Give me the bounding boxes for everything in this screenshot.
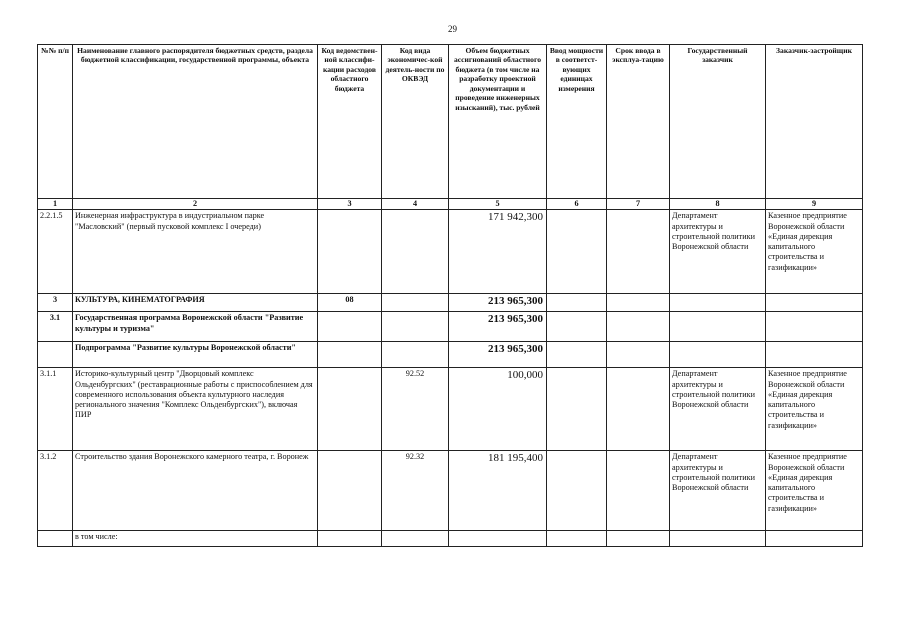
row-customer <box>670 342 766 368</box>
row-term <box>607 294 670 312</box>
row-term <box>607 368 670 451</box>
row-name: Государственная программа Воронежской области "Развитие культуры и туризма" <box>73 312 318 342</box>
row-amount: 213 965,300 <box>449 294 547 312</box>
budget-table <box>37 44 863 547</box>
row-budget-code <box>318 312 382 342</box>
row-term <box>607 531 670 547</box>
row-number <box>38 342 73 368</box>
row-amount <box>449 531 547 547</box>
row-name: в том числе: <box>73 531 318 547</box>
header-term: Срок ввода в эксплуа-тацию <box>607 45 670 199</box>
row-amount: 181 195,400 <box>449 451 547 531</box>
row-budget-code: 08 <box>318 294 382 312</box>
row-capacity <box>547 210 607 294</box>
table-row <box>38 210 863 294</box>
row-capacity <box>547 294 607 312</box>
row-number: 3.1 <box>38 312 73 342</box>
row-okved-code <box>382 342 449 368</box>
header-capacity: Ввод мощности в соответст-вующих единицах измерения <box>547 45 607 199</box>
row-okved-code <box>382 312 449 342</box>
row-customer <box>670 294 766 312</box>
page-number: 29 <box>448 24 457 34</box>
row-amount: 213 965,300 <box>449 312 547 342</box>
column-number: 9 <box>766 199 863 210</box>
row-amount: 100,000 <box>449 368 547 451</box>
table-row <box>38 531 863 547</box>
row-name: КУЛЬТУРА, КИНЕМАТОГРАФИЯ <box>73 294 318 312</box>
table-header-row <box>38 45 863 199</box>
column-number: 4 <box>382 199 449 210</box>
table-row <box>38 342 863 368</box>
row-customer: Департамент архитектуры и строительной политики Воронежской области <box>670 210 766 294</box>
row-amount: 171 942,300 <box>449 210 547 294</box>
column-number: 8 <box>670 199 766 210</box>
header-budget-code: Код ведомствен-ной классифи-кации расходов областного бюджета <box>318 45 382 199</box>
row-okved-code <box>382 294 449 312</box>
header-okved-code: Код вида экономичес-кой деятель-ности по ОКВЭД <box>382 45 449 199</box>
row-number: 3.1.2 <box>38 451 73 531</box>
row-term <box>607 451 670 531</box>
column-number: 2 <box>73 199 318 210</box>
row-number: 3 <box>38 294 73 312</box>
header-developer: Заказчик-застройщик <box>766 45 863 199</box>
row-number: 2.2.1.5 <box>38 210 73 294</box>
row-capacity <box>547 368 607 451</box>
row-name: Строительство здания Воронежского камерного театра, г. Воронеж <box>73 451 318 531</box>
row-developer <box>766 342 863 368</box>
row-term <box>607 342 670 368</box>
column-number: 6 <box>547 199 607 210</box>
row-amount: 213 965,300 <box>449 342 547 368</box>
row-term <box>607 312 670 342</box>
row-okved-code: 92.32 <box>382 451 449 531</box>
column-number: 1 <box>38 199 73 210</box>
row-developer: Казенное предприятие Воронежской области «Единая дирекция капитального строительства и газификации» <box>766 451 863 531</box>
row-name: Подпрограмма "Развитие культуры Воронежской области" <box>73 342 318 368</box>
row-capacity <box>547 342 607 368</box>
header-row-number: №№ п/п <box>38 45 73 199</box>
table-row <box>38 312 863 342</box>
row-capacity <box>547 312 607 342</box>
table-row <box>38 368 863 451</box>
column-numbers-row <box>38 199 863 210</box>
header-amount: Объем бюджетных ассигнований областного бюджета (в том числе на разработку проектной документации и проведение инженерных изысканий), тыс. рублей <box>449 45 547 199</box>
row-number <box>38 531 73 547</box>
column-number: 5 <box>449 199 547 210</box>
row-developer: Казенное предприятие Воронежской области «Единая дирекция капитального строительства и газификации» <box>766 210 863 294</box>
row-okved-code <box>382 531 449 547</box>
row-customer: Департамент архитектуры и строительной политики Воронежской области <box>670 451 766 531</box>
row-customer <box>670 312 766 342</box>
column-number: 7 <box>607 199 670 210</box>
row-customer <box>670 531 766 547</box>
header-customer: Государственный заказчик <box>670 45 766 199</box>
row-name: Историко-культурный центр "Дворцовый комплекс Ольденбургских" (реставрационные работы с приспособлением для современного использования объекта культурного наследия регионального значения "Комплекс Ольденбургских"), включая ПИР <box>73 368 318 451</box>
row-okved-code: 92.52 <box>382 368 449 451</box>
row-capacity <box>547 531 607 547</box>
row-budget-code <box>318 531 382 547</box>
row-name: Инженерная инфраструктура в индустриальном парке "Масловский" (первый пусковой комплекс I очереди) <box>73 210 318 294</box>
row-capacity <box>547 451 607 531</box>
row-developer <box>766 312 863 342</box>
table-row <box>38 451 863 531</box>
row-budget-code <box>318 210 382 294</box>
table-row <box>38 294 863 312</box>
row-budget-code <box>318 451 382 531</box>
row-budget-code <box>318 342 382 368</box>
row-okved-code <box>382 210 449 294</box>
column-number: 3 <box>318 199 382 210</box>
row-developer <box>766 294 863 312</box>
header-name: Наименование главного распорядителя бюджетных средств, раздела бюджетной классификации, государственной программы, объекта <box>73 45 318 199</box>
row-customer: Департамент архитектуры и строительной политики Воронежской области <box>670 368 766 451</box>
row-developer <box>766 531 863 547</box>
row-developer: Казенное предприятие Воронежской области «Единая дирекция капитального строительства и газификации» <box>766 368 863 451</box>
row-budget-code <box>318 368 382 451</box>
row-number: 3.1.1 <box>38 368 73 451</box>
row-term <box>607 210 670 294</box>
